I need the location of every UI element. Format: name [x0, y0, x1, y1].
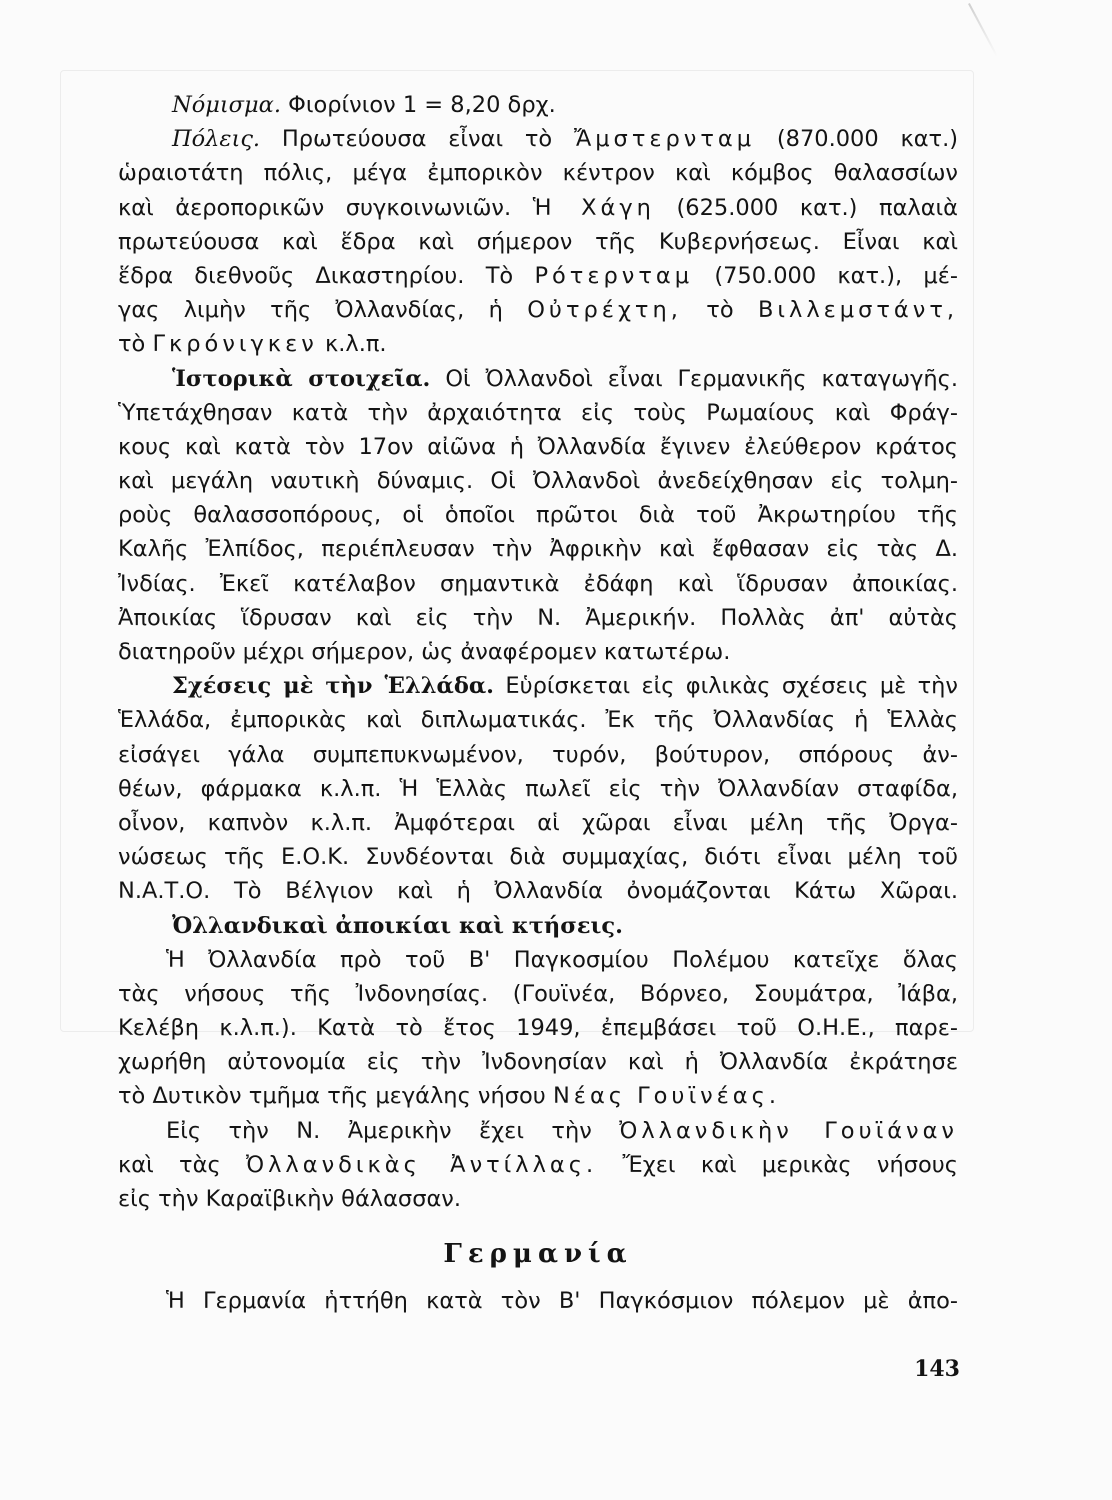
text-line: Ν.Α.Τ.Ο. Τὸ Βέλγιον καὶ ἡ Ὀλλανδία ὀνομάζονται Κάτω Χῶραι. — [118, 878, 958, 905]
section-heading-germany: Γερμανία — [443, 1239, 633, 1270]
text-line: πρωτεύουσα καὶ ἕδρα καὶ σήμερον τῆς Κυβερνήσεως. Εἶναι καὶ — [118, 228, 958, 255]
text-line: Ἑλλάδα, ἐμπορικὰς καὶ διπλωματικάς. Ἐκ τῆς Ὀλλανδίας ἡ Ἑλλὰς — [118, 707, 958, 734]
history-heading: Ἱστορικὰ στοιχεῖα. — [172, 365, 431, 392]
text-line: Κελέβη κ.λ.π.). Κατὰ τὸ ἔτος 1949, ἐπεμβάσει τοῦ Ο.Η.Ε., παρε- — [118, 1015, 958, 1042]
text-span: ἕδρα διεθνοῦς Δικαστηρίου. Τὸ — [118, 262, 514, 289]
text-line — [118, 1079, 958, 1113]
relations-heading: Σχέσεις μὲ τὴν Ἑλλάδα. — [172, 673, 495, 700]
text-span: γας λιμὴν τῆς Ὀλλανδίας, ἡ — [118, 297, 503, 324]
page-number: 143 — [914, 1356, 960, 1382]
spaced-name: Γκρόνιγκεν — [152, 331, 318, 358]
text-line — [118, 191, 958, 225]
text-span: (750.000 κατ.), μέ- — [714, 262, 958, 289]
text-line: Ὑπετάχθησαν κατὰ τὴν ἀρχαιότητα εἰς τοὺς Ρωμαίους καὶ Φράγ- — [118, 399, 958, 426]
text-span: (625.000 κατ.) παλαιὰ — [676, 194, 958, 221]
text-line: Ἰνδίας. Ἐκεῖ κατέλαβον σημαντικὰ ἐδάφη καὶ ἵδρυσαν ἀποικίας. — [118, 570, 958, 597]
text-line: Ἡ Γερμανία ἡττήθη κατὰ τὸν Β' Παγκόσμιον πόλεμον μὲ ἀπο- — [166, 1288, 958, 1315]
text-line — [118, 1114, 958, 1148]
text-span: κ.λ.π. — [324, 331, 387, 358]
text-line: ὡραιοτάτη πόλις, μέγα ἐμπορικὸν κέντρον καὶ κόμβος θαλασσίων — [118, 160, 958, 187]
text-line — [118, 909, 958, 943]
text-line: διατηροῦν μέχρι σήμερον, ὡς ἀναφέρομεν κατωτέρω. — [118, 639, 731, 665]
spaced-name: Οὐτρέχτη, — [527, 297, 682, 324]
text-line — [118, 88, 958, 122]
text-span: καὶ τὰς — [118, 1151, 221, 1178]
currency-label: Νόμισμα. — [172, 92, 282, 118]
text-span: Ἔχει καὶ μερικὰς νήσους — [622, 1151, 958, 1178]
text-span: καὶ ἀεροπορικῶν συγκοινωνιῶν. — [118, 194, 512, 221]
spaced-name: Νέας Γουϊνέας. — [552, 1083, 780, 1110]
spaced-name: Ὀλλανδικὴν Γουϊάναν — [619, 1117, 959, 1144]
text-line — [118, 293, 958, 327]
text-span: τὸ — [118, 331, 146, 358]
text-line — [118, 669, 958, 703]
text-line — [118, 259, 958, 293]
body-text — [118, 88, 958, 1318]
text-line — [118, 327, 958, 361]
text-line: ροὺς θαλασσοπόρους, οἱ ὁποῖοι πρῶτοι διὰ τοῦ Ἀκρωτηρίου τῆς — [118, 502, 958, 529]
text-line — [118, 1148, 958, 1182]
spaced-name: Ὀλλανδικὰς Ἀντίλλας. — [246, 1151, 598, 1178]
text-line: εἰς τὴν Καραϊβικὴν θάλασσαν. — [118, 1186, 462, 1212]
text-span: Οἱ Ὀλλανδοὶ εἶναι Γερμανικῆς καταγωγῆς. — [445, 365, 959, 392]
spaced-name: Βιλλεμστάντ, — [757, 297, 959, 324]
spaced-name: Ἡ Χάγη — [532, 194, 655, 221]
text-span: (870.000 κατ.) — [776, 126, 959, 153]
text-line: κους καὶ κατὰ τὸν 17ον αἰῶνα ἡ Ὀλλανδία ἔγινεν ἐλεύθερον κράτος — [118, 433, 958, 460]
text-line: τὰς νήσους τῆς Ἰνδονησίας. (Γουϊνέα, Βόρνεο, Σουμάτρα, Ἰάβα, — [118, 980, 958, 1007]
text-line: οἶνον, καπνὸν κ.λ.π. Ἀμφότεραι αἱ χῶραι εἶναι μέλη τῆς Ὀργα- — [118, 809, 958, 836]
text-line — [118, 362, 958, 396]
spaced-name: Ρότερνταμ — [534, 262, 694, 289]
text-line: θέων, φάρμακα κ.λ.π. Ἡ Ἑλλὰς πωλεῖ εἰς τὴν Ὀλλανδίαν σταφίδα, — [118, 775, 958, 802]
text-span: τὸ — [706, 297, 734, 324]
cities-label: Πόλεις. — [172, 126, 261, 153]
text-span: τὸ Δυτικὸν τμῆμα τῆς μεγάλης νήσου — [118, 1083, 546, 1110]
text-line: Ἀποικίας ἵδρυσαν καὶ εἰς τὴν Ν. Ἀμερικήν. Πολλὰς ἀπ' αὐτὰς — [118, 604, 958, 631]
text-line: νώσεως τῆς Ε.Ο.Κ. Συνδέονται διὰ συμμαχίας, διότι εἶναι μέλη τοῦ — [118, 844, 958, 871]
colonies-heading: Ὀλλανδικαὶ ἀποικίαι καὶ κτήσεις. — [172, 912, 623, 939]
spaced-name: Ἄμστερνταμ — [573, 126, 756, 153]
text-span: Εἰς τὴν Ν. Ἀμερικὴν ἔχει τὴν — [166, 1117, 592, 1144]
text-line: Καλῆς Ἐλπίδος, περιέπλευσαν τὴν Ἀφρικὴν καὶ ἔφθασαν εἰς τὰς Δ. — [118, 536, 958, 563]
text-line — [118, 122, 958, 156]
text-line: Ἡ Ὀλλανδία πρὸ τοῦ Β' Παγκοσμίου Πολέμου κατεῖχε ὅλας — [166, 946, 958, 973]
text-line: εἰσάγει γάλα συμπεπυκνωμένον, τυρόν, βούτυρον, σπόρους ἀν- — [118, 741, 958, 768]
text-line: χωρήθη αὐτονομία εἰς τὴν Ἰνδονησίαν καὶ ἡ Ὀλλανδία ἐκράτησε — [118, 1049, 958, 1076]
text-line: καὶ μεγάλη ναυτικὴ δύναμις. Οἱ Ὀλλανδοὶ ἀνεδείχθησαν εἰς τολμη- — [118, 468, 958, 495]
fold-mark — [968, 3, 998, 57]
text-span: Φιορίνιον 1 = 8,20 δρχ. — [288, 92, 556, 118]
text-span: Πρωτεύουσα εἶναι τὸ — [281, 126, 553, 153]
text-span: Εὑρίσκεται εἰς φιλικὰς σχέσεις μὲ τὴν — [505, 673, 959, 700]
